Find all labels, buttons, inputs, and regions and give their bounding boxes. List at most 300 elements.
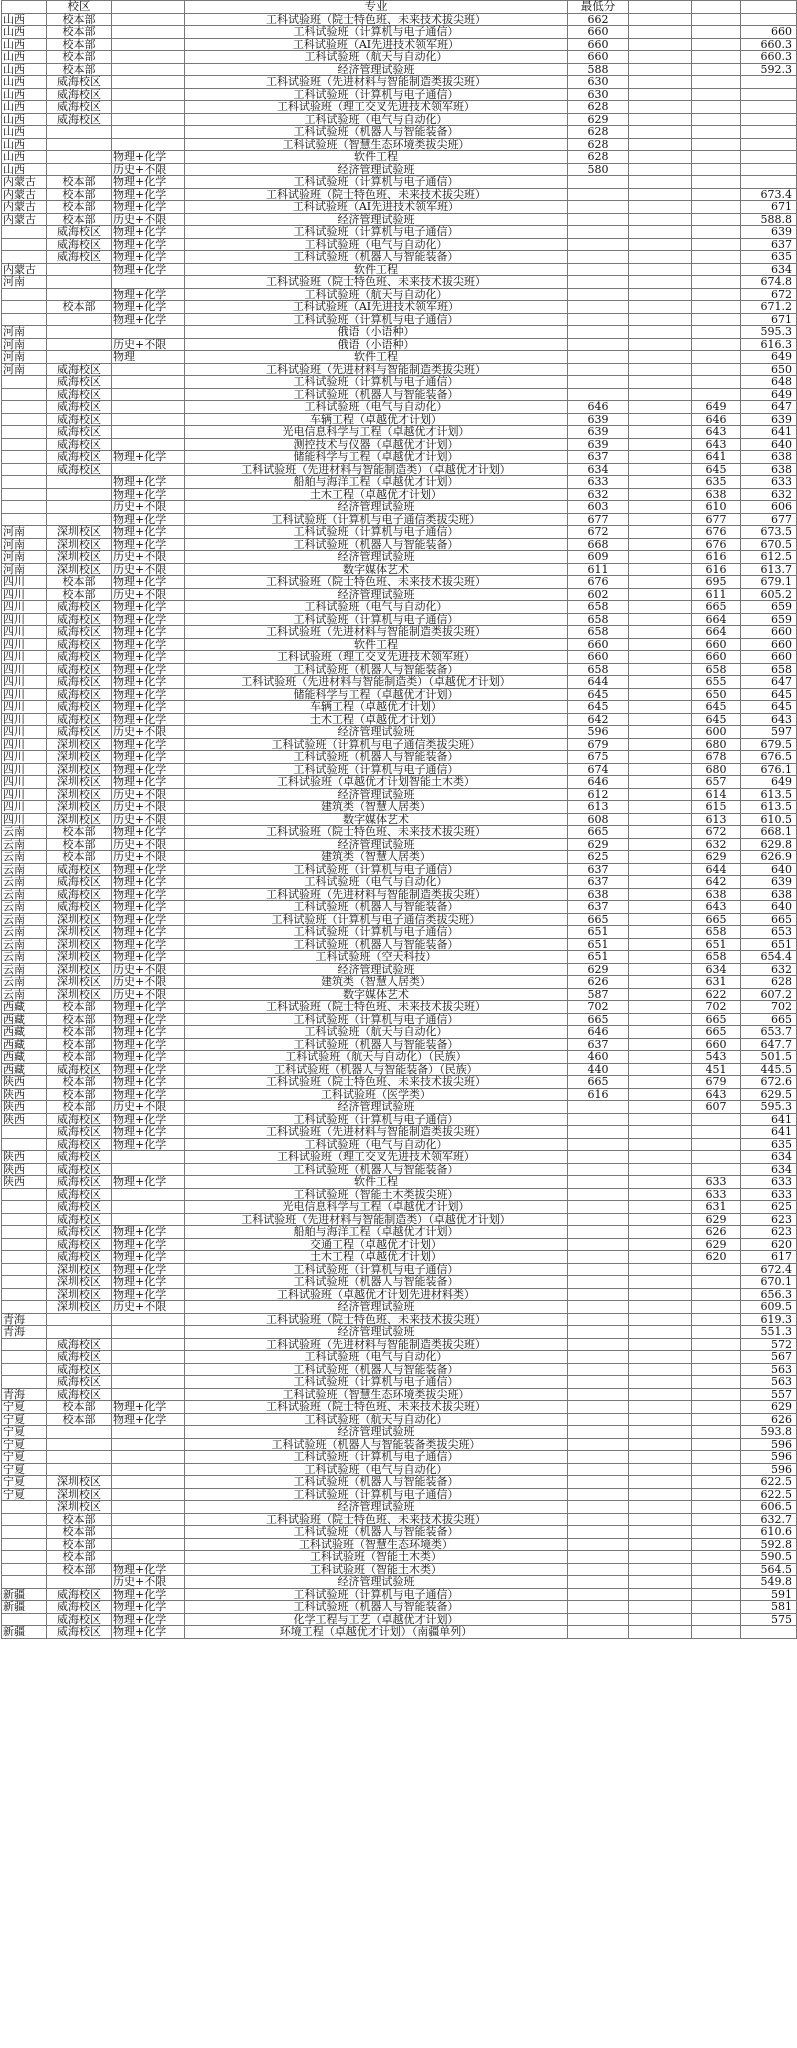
table-row (2, 613, 797, 626)
table-row (2, 26, 797, 39)
major-cell: 软件工程 (185, 151, 568, 164)
col6-cell (629, 826, 692, 839)
campus-cell: 威海校区 (47, 76, 112, 89)
col7-cell: 633 (692, 1176, 741, 1189)
col6-cell (629, 951, 692, 964)
province-cell: 宁夏 (2, 1451, 47, 1464)
province-cell: 四川 (2, 601, 47, 614)
col7-cell: 642 (692, 876, 741, 889)
major-cell: 经济管理试验班 (185, 63, 568, 76)
subject-cell (112, 1488, 185, 1501)
col7-cell (692, 1576, 741, 1589)
province-cell (2, 463, 47, 476)
col8-cell: 623 (741, 1213, 797, 1226)
table-row (2, 1588, 797, 1601)
campus-cell: 深圳校区 (47, 1501, 112, 1514)
col7-cell: 610 (692, 501, 741, 514)
major-cell: 经济管理试验班 (185, 726, 568, 739)
min-score-cell (568, 226, 629, 239)
table-row (2, 776, 797, 789)
subject-cell: 历史+不限 (112, 213, 185, 226)
campus-cell: 威海校区 (47, 676, 112, 689)
campus-cell: 威海校区 (47, 601, 112, 614)
table-row (2, 626, 797, 639)
col8-cell (741, 88, 797, 101)
col6-cell (629, 1176, 692, 1189)
col7-cell: 695 (692, 576, 741, 589)
col8-cell: 679.5 (741, 738, 797, 751)
province-cell (2, 288, 47, 301)
table-row (2, 813, 797, 826)
table-row (2, 163, 797, 176)
col6-cell (629, 1338, 692, 1351)
subject-cell: 历史+不限 (112, 551, 185, 564)
province-cell: 四川 (2, 663, 47, 676)
col7-cell: 641 (692, 451, 741, 464)
subject-cell: 物理+化学 (112, 688, 185, 701)
table-row (2, 463, 797, 476)
min-score-cell: 634 (568, 463, 629, 476)
table-row (2, 151, 797, 164)
major-cell: 工科试验班（院士特色班、未来技术拔尖班） (185, 1401, 568, 1414)
col7-cell (692, 313, 741, 326)
col6-cell (629, 488, 692, 501)
col7-cell (692, 63, 741, 76)
province-cell: 宁夏 (2, 1476, 47, 1489)
col6-cell (629, 1163, 692, 1176)
col7-cell (692, 13, 741, 26)
subject-cell: 物理+化学 (112, 1588, 185, 1601)
col7-cell (692, 251, 741, 264)
major-cell: 化学工程与工艺（卓越优才计划） (185, 1613, 568, 1626)
subject-cell: 物理+化学 (112, 451, 185, 464)
subject-cell (112, 38, 185, 51)
col6-cell (629, 76, 692, 89)
province-cell (2, 1351, 47, 1364)
major-cell: 经济管理试验班 (185, 501, 568, 514)
col6-cell (629, 388, 692, 401)
province-cell (2, 238, 47, 251)
subject-cell: 物理+化学 (112, 638, 185, 651)
col7-cell: 643 (692, 438, 741, 451)
subject-cell (112, 113, 185, 126)
header-col6 (629, 1, 692, 14)
col6-cell (629, 238, 692, 251)
province-cell: 云南 (2, 863, 47, 876)
col8-cell: 672.6 (741, 1076, 797, 1089)
col8-cell: 633 (741, 1176, 797, 1189)
col8-cell: 651 (741, 938, 797, 951)
province-cell (2, 1126, 47, 1139)
subject-cell (112, 376, 185, 389)
subject-cell: 物理+化学 (112, 1026, 185, 1039)
table-row (2, 1451, 797, 1464)
campus-cell: 校本部 (47, 851, 112, 864)
major-cell: 工科试验班（计算机与电子通信） (185, 376, 568, 389)
header-subject (112, 1, 185, 14)
col6-cell (629, 626, 692, 639)
major-cell: 船舶与海洋工程（卓越优才计划） (185, 476, 568, 489)
major-cell: 工科试验班（智能土木类拔尖班） (185, 1188, 568, 1201)
major-cell: 经济管理试验班 (185, 838, 568, 851)
table-row (2, 1438, 797, 1451)
table-row (2, 188, 797, 201)
col8-cell: 590.5 (741, 1551, 797, 1564)
col8-cell: 626 (741, 1413, 797, 1426)
col7-cell (692, 1613, 741, 1626)
col7-cell: 672 (692, 826, 741, 839)
table-row (2, 1276, 797, 1289)
major-cell: 工科试验班（机器人与智能装备）（民族） (185, 1063, 568, 1076)
col6-cell (629, 776, 692, 789)
col6-cell (629, 838, 692, 851)
min-score-cell: 603 (568, 501, 629, 514)
col8-cell: 617 (741, 1251, 797, 1264)
major-cell: 经济管理试验班 (185, 1301, 568, 1314)
col7-cell: 658 (692, 926, 741, 939)
major-cell: 工科试验班（智能土木类） (185, 1563, 568, 1576)
campus-cell (47, 1326, 112, 1339)
table-row (2, 1051, 797, 1064)
col7-cell: 664 (692, 613, 741, 626)
campus-cell: 威海校区 (47, 901, 112, 914)
col6-cell (629, 788, 692, 801)
campus-cell: 威海校区 (47, 1376, 112, 1389)
campus-cell (47, 276, 112, 289)
col8-cell: 501.5 (741, 1051, 797, 1064)
table-row (2, 1488, 797, 1501)
campus-cell: 威海校区 (47, 463, 112, 476)
table-row (2, 901, 797, 914)
major-cell: 工科试验班（计算机与电子通信） (185, 88, 568, 101)
campus-cell: 校本部 (47, 63, 112, 76)
col7-cell: 645 (692, 701, 741, 714)
col8-cell: 595.3 (741, 1101, 797, 1114)
col6-cell (629, 26, 692, 39)
table-row (2, 501, 797, 514)
major-cell: 工科试验班（院士特色班、未来技术拔尖班） (185, 1076, 568, 1089)
subject-cell: 物理+化学 (112, 201, 185, 214)
campus-cell: 威海校区 (47, 1188, 112, 1201)
major-cell: 工科试验班（先进材料与智能制造类拔尖班） (185, 363, 568, 376)
col6-cell (629, 1488, 692, 1501)
subject-cell: 物理+化学 (112, 1401, 185, 1414)
col7-cell: 616 (692, 563, 741, 576)
subject-cell: 历史+不限 (112, 813, 185, 826)
col6-cell (629, 1026, 692, 1039)
province-cell (2, 426, 47, 439)
col7-cell: 679 (692, 1076, 741, 1089)
major-cell: 工科试验班（院士特色班、未来技术拔尖班） (185, 188, 568, 201)
province-cell (2, 1513, 47, 1526)
subject-cell (112, 363, 185, 376)
col8-cell: 597 (741, 726, 797, 739)
subject-cell (112, 26, 185, 39)
campus-cell: 威海校区 (47, 1388, 112, 1401)
campus-cell: 威海校区 (47, 663, 112, 676)
subject-cell: 历史+不限 (112, 726, 185, 739)
min-score-cell (568, 1451, 629, 1464)
min-score-cell: 629 (568, 963, 629, 976)
table-row (2, 126, 797, 139)
col7-cell (692, 238, 741, 251)
min-score-cell: 612 (568, 788, 629, 801)
table-row (2, 1501, 797, 1514)
col7-cell: 543 (692, 1051, 741, 1064)
major-cell: 工科试验班（航天与自动化） (185, 1413, 568, 1426)
col7-cell: 622 (692, 988, 741, 1001)
col7-cell: 650 (692, 688, 741, 701)
province-cell (2, 226, 47, 239)
min-score-cell: 440 (568, 1063, 629, 1076)
province-cell (2, 1138, 47, 1151)
min-score-cell: 646 (568, 776, 629, 789)
campus-cell: 深圳校区 (47, 801, 112, 814)
subject-cell: 物理+化学 (112, 1063, 185, 1076)
campus-cell: 校本部 (47, 1013, 112, 1026)
subject-cell (112, 1526, 185, 1539)
min-score-cell (568, 188, 629, 201)
min-score-cell: 677 (568, 513, 629, 526)
table-row (2, 1526, 797, 1539)
col7-cell: 615 (692, 801, 741, 814)
col6-cell (629, 1513, 692, 1526)
col7-cell (692, 1401, 741, 1414)
campus-cell: 深圳校区 (47, 738, 112, 751)
major-cell: 工科试验班（电气与自动化） (185, 1138, 568, 1151)
col6-cell (629, 1426, 692, 1439)
province-cell: 西藏 (2, 1013, 47, 1026)
table-row (2, 413, 797, 426)
province-cell: 西藏 (2, 1038, 47, 1051)
col7-cell: 613 (692, 813, 741, 826)
province-cell: 云南 (2, 851, 47, 864)
campus-cell: 校本部 (47, 38, 112, 51)
table-row (2, 138, 797, 151)
major-cell: 工科试验班（先进材料与智能制造类拔尖班） (185, 76, 568, 89)
campus-cell (47, 1313, 112, 1326)
min-score-cell: 646 (568, 1026, 629, 1039)
min-score-cell: 628 (568, 101, 629, 114)
campus-cell: 威海校区 (47, 726, 112, 739)
campus-cell: 校本部 (47, 1051, 112, 1064)
table-row (2, 1326, 797, 1339)
col8-cell: 632 (741, 488, 797, 501)
campus-cell: 校本部 (47, 51, 112, 64)
subject-cell: 物理+化学 (112, 1076, 185, 1089)
table-row (2, 1563, 797, 1576)
col8-cell: 639 (741, 226, 797, 239)
table-row (2, 1426, 797, 1439)
col6-cell (629, 1013, 692, 1026)
subject-cell: 物理+化学 (112, 1226, 185, 1239)
col6-cell (629, 1151, 692, 1164)
table-row (2, 963, 797, 976)
col6-cell (629, 1476, 692, 1489)
major-cell: 土木工程（卓越优才计划） (185, 488, 568, 501)
subject-cell (112, 388, 185, 401)
col8-cell: 671 (741, 201, 797, 214)
province-cell: 陕西 (2, 1176, 47, 1189)
campus-cell: 校本部 (47, 1088, 112, 1101)
major-cell: 交通工程（卓越优才计划） (185, 1238, 568, 1251)
major-cell: 工科试验班（智慧生态环境类拔尖班） (185, 1388, 568, 1401)
col6-cell (629, 351, 692, 364)
min-score-cell: 665 (568, 913, 629, 926)
col6-cell (629, 713, 692, 726)
min-score-cell: 616 (568, 1088, 629, 1101)
province-cell (2, 1238, 47, 1251)
province-cell: 云南 (2, 913, 47, 926)
campus-cell: 威海校区 (47, 876, 112, 889)
subject-cell: 物理+化学 (112, 188, 185, 201)
major-cell: 工科试验班（先进材料与智能制造类拔尖班） (185, 1338, 568, 1351)
province-cell: 河南 (2, 551, 47, 564)
subject-cell: 物理+化学 (112, 1613, 185, 1626)
major-cell: 工科试验班（计算机与电子通信） (185, 1113, 568, 1126)
province-cell: 内蒙古 (2, 188, 47, 201)
major-cell: 经济管理试验班 (185, 1576, 568, 1589)
col6-cell (629, 663, 692, 676)
subject-cell: 物理+化学 (112, 1088, 185, 1101)
province-cell (2, 1276, 47, 1289)
min-score-cell (568, 1438, 629, 1451)
campus-cell: 深圳校区 (47, 976, 112, 989)
subject-cell: 物理+化学 (112, 1263, 185, 1276)
col8-cell: 564.5 (741, 1563, 797, 1576)
province-cell (2, 1188, 47, 1201)
min-score-cell: 629 (568, 113, 629, 126)
campus-cell: 威海校区 (47, 1151, 112, 1164)
campus-cell: 校本部 (47, 1551, 112, 1564)
col7-cell (692, 201, 741, 214)
table-row (2, 263, 797, 276)
table-row (2, 238, 797, 251)
col6-cell (629, 163, 692, 176)
col6-cell (629, 801, 692, 814)
major-cell: 经济管理试验班 (185, 963, 568, 976)
col6-cell (629, 1538, 692, 1551)
subject-cell: 物理+化学 (112, 1626, 185, 1639)
col7-cell (692, 38, 741, 51)
min-score-cell (568, 1588, 629, 1601)
province-cell: 四川 (2, 713, 47, 726)
col8-cell: 665 (741, 1013, 797, 1026)
subject-cell (112, 1213, 185, 1226)
table-row (2, 1201, 797, 1214)
col6-cell (629, 113, 692, 126)
col8-cell: 672.4 (741, 1263, 797, 1276)
province-cell: 西藏 (2, 1051, 47, 1064)
major-cell: 工科试验班（电气与自动化） (185, 113, 568, 126)
campus-cell: 威海校区 (47, 638, 112, 651)
col6-cell (629, 301, 692, 314)
major-cell: 工科试验班（理工交叉先进技术领军班） (185, 101, 568, 114)
major-cell: 工科试验班（计算机与电子通信） (185, 1376, 568, 1389)
subject-cell: 物理+化学 (112, 151, 185, 164)
table-row (2, 513, 797, 526)
campus-cell: 威海校区 (47, 713, 112, 726)
table-row (2, 488, 797, 501)
col6-cell (629, 601, 692, 614)
campus-cell (47, 1426, 112, 1439)
province-cell (2, 1538, 47, 1551)
table-row (2, 888, 797, 901)
col8-cell: 676.5 (741, 751, 797, 764)
col6-cell (629, 1251, 692, 1264)
table-row (2, 538, 797, 551)
col8-cell: 610.6 (741, 1526, 797, 1539)
min-score-cell: 628 (568, 151, 629, 164)
subject-cell (112, 1163, 185, 1176)
subject-cell: 物理+化学 (112, 626, 185, 639)
campus-cell: 威海校区 (47, 388, 112, 401)
col6-cell (629, 688, 692, 701)
subject-cell: 物理+化学 (112, 713, 185, 726)
province-cell: 宁夏 (2, 1426, 47, 1439)
col6-cell (629, 988, 692, 1001)
col7-cell (692, 188, 741, 201)
major-cell: 经济管理试验班 (185, 213, 568, 226)
col8-cell: 632 (741, 963, 797, 976)
major-cell: 工科试验班（计算机与电子通信） (185, 1488, 568, 1501)
min-score-cell: 639 (568, 438, 629, 451)
table-row (2, 1151, 797, 1164)
table-row (2, 1301, 797, 1314)
min-score-cell (568, 1601, 629, 1614)
subject-cell (112, 1188, 185, 1201)
table-row (2, 326, 797, 339)
province-cell (2, 376, 47, 389)
province-cell: 山西 (2, 101, 47, 114)
col6-cell (629, 138, 692, 151)
col8-cell (741, 1626, 797, 1639)
subject-cell: 物理+化学 (112, 1038, 185, 1051)
campus-cell: 校本部 (47, 588, 112, 601)
major-cell: 工科试验班（计算机与电子通信） (185, 1451, 568, 1464)
min-score-cell (568, 313, 629, 326)
subject-cell: 物理+化学 (112, 1563, 185, 1576)
major-cell: 工科试验班（先进材料与智能制造类）（卓越优才计划） (185, 1213, 568, 1226)
col6-cell (629, 376, 692, 389)
col7-cell (692, 1426, 741, 1439)
min-score-cell (568, 1463, 629, 1476)
campus-cell: 校本部 (47, 1026, 112, 1039)
province-cell: 陕西 (2, 1163, 47, 1176)
campus-cell: 校本部 (47, 1413, 112, 1426)
campus-cell: 威海校区 (47, 101, 112, 114)
col8-cell: 632.7 (741, 1513, 797, 1526)
province-cell: 陕西 (2, 1088, 47, 1101)
col7-cell (692, 351, 741, 364)
col8-cell: 625 (741, 1201, 797, 1214)
province-cell: 宁夏 (2, 1488, 47, 1501)
campus-cell (47, 1463, 112, 1476)
major-cell: 工科试验班（电气与自动化） (185, 601, 568, 614)
col7-cell: 638 (692, 888, 741, 901)
min-score-cell: 665 (568, 1013, 629, 1026)
min-score-cell (568, 1176, 629, 1189)
subject-cell (112, 1426, 185, 1439)
subject-cell (112, 63, 185, 76)
min-score-cell (568, 1326, 629, 1339)
col6-cell (629, 538, 692, 551)
col8-cell: 591 (741, 1588, 797, 1601)
subject-cell: 历史+不限 (112, 1576, 185, 1589)
col8-cell: 668.1 (741, 826, 797, 839)
campus-cell: 威海校区 (47, 651, 112, 664)
min-score-cell (568, 1376, 629, 1389)
